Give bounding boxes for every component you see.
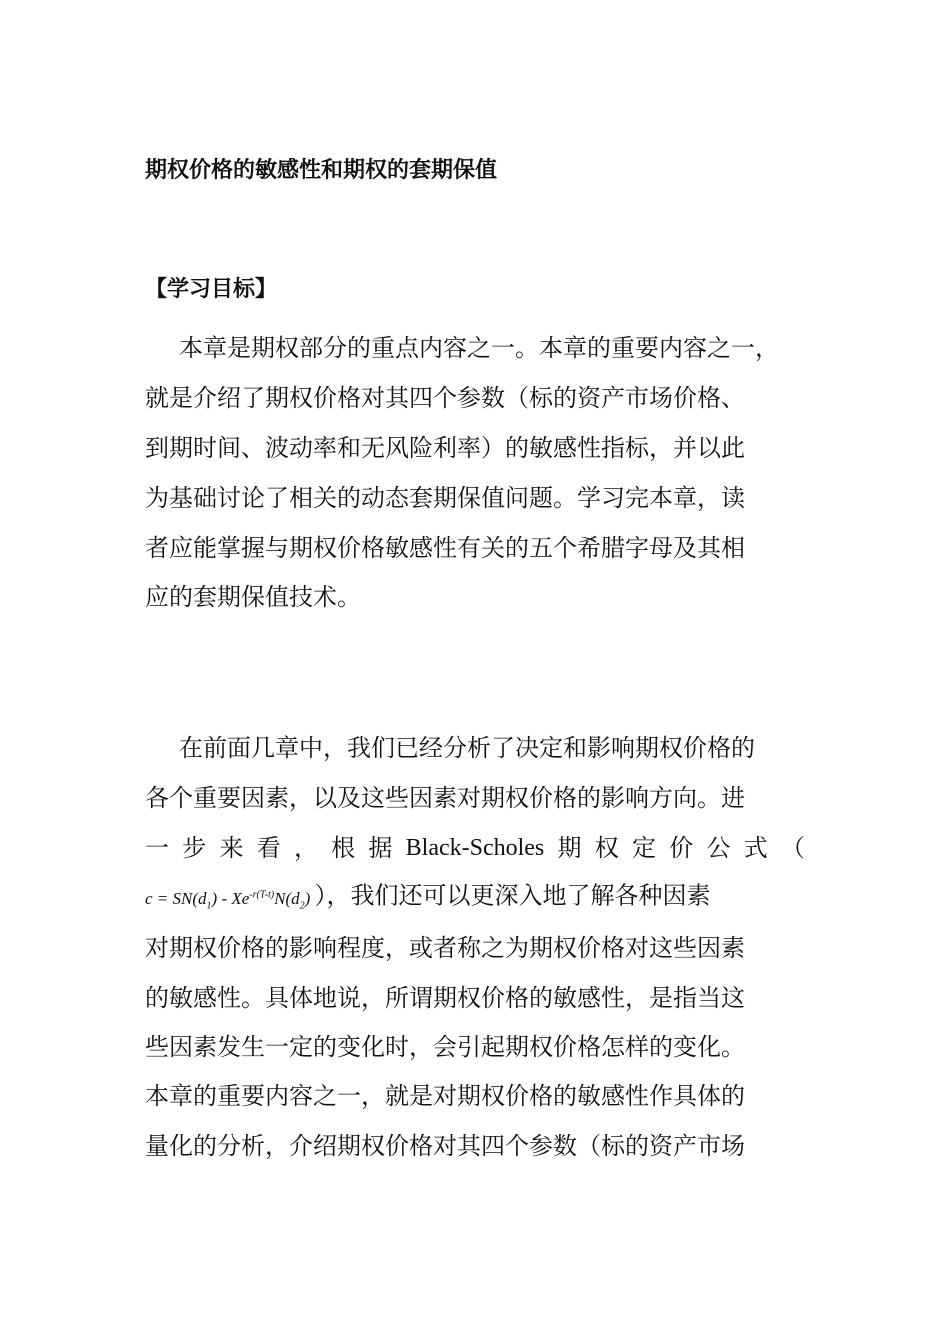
- justified-word: 价: [669, 834, 694, 862]
- justified-word: 一: [145, 834, 169, 862]
- objectives-heading: 【学习目标】: [145, 277, 278, 302]
- paragraph-line: 量化的分析，介绍期权价格对其四个参数（标的资产市场: [145, 1132, 745, 1160]
- paragraph-line: 在前面几章中，我们已经分析了决定和影响期权价格的: [179, 734, 755, 762]
- paragraph-line: 就是介绍了期权价格对其四个参数（标的资产市场价格、: [145, 384, 745, 412]
- paragraph-line: 对期权价格的影响程度，或者称之为期权价格对这些因素: [145, 934, 745, 962]
- document-title: 期权价格的敏感性和期权的套期保值: [145, 158, 498, 183]
- black-scholes-formula: $c = SN(d_1) - Xe^{-r(T-t)}N(d_2)$: [145, 888, 315, 912]
- justified-word: 步: [182, 834, 207, 862]
- justified-word: 来: [219, 834, 244, 862]
- justified-word: 期: [557, 834, 582, 862]
- justified-word: 公: [706, 834, 731, 862]
- paragraph-line: 的敏感性。具体地说，所谓期权价格的敏感性，是指当这: [145, 984, 745, 1012]
- paragraph-line: 为基础讨论了相关的动态套期保值问题。学习完本章，读: [145, 484, 745, 512]
- paragraph-line-justified: [145, 833, 805, 863]
- paragraph-line: 者应能掌握与期权价格敏感性有关的五个希腊字母及其相: [145, 534, 745, 562]
- justified-word: 权: [594, 834, 619, 862]
- paragraph-line: 些因素发生一定的变化时，会引起期权价格怎样的变化。: [145, 1033, 745, 1061]
- justified-word: ，: [293, 834, 318, 862]
- formula-line-tail: ），我们还可以更深入地了解各种因素: [314, 881, 711, 910]
- justified-word: Black-Scholes: [405, 835, 545, 861]
- justified-word: （: [780, 834, 805, 862]
- justified-word: 定: [631, 834, 656, 862]
- paragraph-line: 应的套期保值技术。: [145, 583, 361, 611]
- paragraph-line: 本章的重要内容之一，就是对期权价格的敏感性作具体的: [145, 1082, 745, 1110]
- paragraph-line: 各个重要因素，以及这些因素对期权价格的影响方向。进: [145, 784, 745, 812]
- justified-word: 据: [368, 834, 393, 862]
- paragraph-line: 本章是期权部分的重点内容之一。本章的重要内容之一，: [179, 334, 779, 362]
- justified-word: 根: [331, 834, 356, 862]
- formula-line: [145, 880, 805, 921]
- paragraph-line: 到期时间、波动率和无风险利率）的敏感性指标，并以此: [145, 434, 745, 462]
- justified-word: 看: [256, 834, 281, 862]
- justified-word: 式: [743, 834, 768, 862]
